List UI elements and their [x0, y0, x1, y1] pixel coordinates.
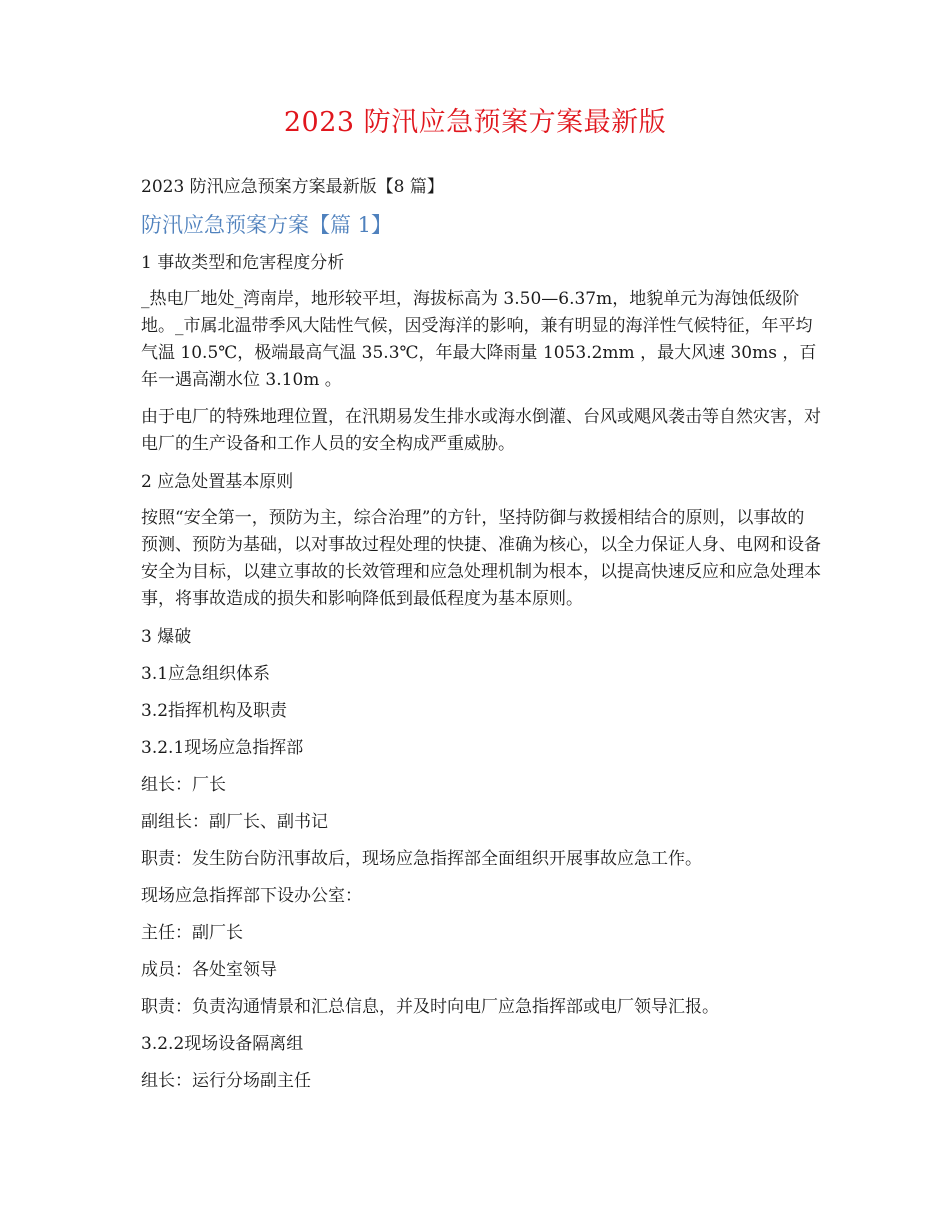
heading-principles: 2 应急处置基本原则 — [141, 472, 294, 492]
heading-3-1: 3.1应急组织体系 — [141, 664, 271, 684]
line-office: 现场应急指挥部下设办公室： — [141, 886, 362, 906]
line-group-leader: 组长：运行分场副主任 — [141, 1071, 311, 1091]
paragraph-location-climate: _热电厂地处_湾南岸，地形较平坦，海拔标高为 3.50—6.37m，地貌单元为海蚀低级阶地。_市属北温带季风大陆性气候，因受海洋的影响，兼有明显的海洋性气候特征，年平均气温 10.5℃，极端最高气温 35.3℃，年最大降雨量 1053.2mm ，最大风速 30ms ，百年一遇高潮水位 3.10m 。 — [141, 289, 817, 390]
paragraph-principles: 按照“安全第一，预防为主，综合治理”的方针，坚持防御与救援相结合的原则，以事故的预测、预防为基础，以对事故过程处理的快捷、准确为核心，以全力保证人身、电网和设备安全为目标，以建立事故的长效管理和应急处理机制为根本，以提高快速反应和应急处理本事，将事故造成的损失和影响降低到最低程度为基本原则。 — [141, 508, 821, 609]
line-director: 主任：副厂长 — [141, 923, 243, 943]
heading-3-2-1: 3.2.1现场应急指挥部 — [141, 738, 304, 758]
heading-3: 3 爆破 — [141, 627, 192, 647]
paragraph-hazards: 由于电厂的特殊地理位置，在汛期易发生排水或海水倒灌、台风或飓风袭击等自然灾害，对电厂的生产设备和工作人员的安全构成严重威胁。 — [141, 407, 821, 454]
document-title: 2023 防汛应急预案方案最新版 — [283, 107, 667, 138]
document-subtitle: 2023 防汛应急预案方案最新版【8 篇】 — [141, 177, 444, 197]
line-deputy-leader: 副组长：副厂长、副书记 — [141, 812, 328, 832]
document-body — [141, 173, 821, 1104]
line-leader: 组长：厂长 — [141, 775, 226, 795]
line-duties-2: 职责：负责沟通情景和汇总信息，并及时向电厂应急指挥部或电厂领导汇报。 — [141, 997, 719, 1017]
line-members: 成员：各处室领导 — [141, 960, 277, 980]
heading-3-2-2: 3.2.2现场设备隔离组 — [141, 1034, 304, 1054]
line-duties-1: 职责：发生防台防汛事故后，现场应急指挥部全面组织开展事故应急工作。 — [141, 849, 702, 869]
heading-accident-types: 1 事故类型和危害程度分析 — [141, 253, 345, 273]
section-heading: 防汛应急预案方案【篇 1】 — [141, 213, 393, 237]
heading-3-2: 3.2指挥机构及职责 — [141, 701, 288, 721]
